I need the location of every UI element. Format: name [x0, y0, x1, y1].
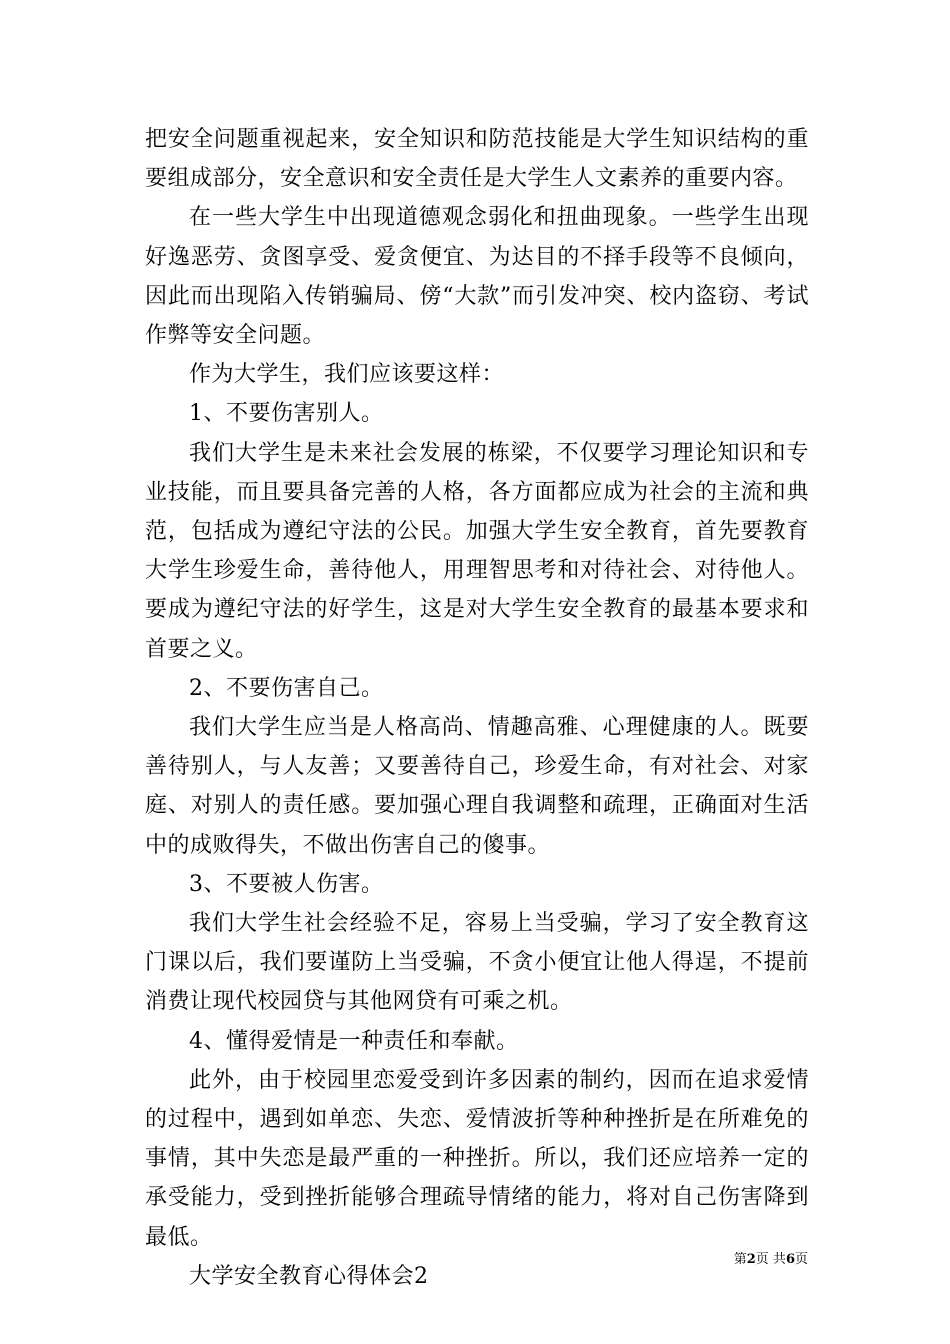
section-title: 大学安全教育心得体会2 — [189, 1263, 429, 1289]
list-heading-2: 2、不要伤害自己。 — [189, 675, 384, 701]
footer-total-pages: 6 — [785, 1252, 795, 1267]
paragraph-5: 我们大学生应当是人格高尚、情趣高雅、心理健康的人。既要善待别人，与人友善；又要善待自己，珍爱生命，有对社会、对家庭、对别人的责任感。要加强心理自我调整和疏理，正确面对生活中的成败得失，不做出伤害自己的傻事。 — [145, 715, 809, 858]
footer-prefix: 第 — [733, 1252, 747, 1267]
footer-suffix: 页 — [794, 1252, 808, 1267]
paragraph-4: 我们大学生是未来社会发展的栋梁，不仅要学习理论知识和专业技能，而且要具备完善的人格，各方面都应成为社会的主流和典范，包括成为遵纪守法的公民。加强大学生安全教育，首先要教育大学生珍爱生命，善待他人，用理智思考和对待社会、对待他人。要成为遵纪守法的好学生，这是对大学生安全教育的最基本要求和首要之义。 — [145, 440, 809, 662]
paragraph-7: 此外，由于校园里恋爱受到许多因素的制约，因而在追求爱情的过程中，遇到如单恋、失恋、爱情波折等种种挫折是在所难免的事情，其中失恋是最严重的一种挫折。所以，我们还应培养一定的承受能力，受到挫折能够合理疏导情绪的能力，将对自己伤害降到最低。 — [145, 1067, 809, 1250]
document-body — [145, 120, 809, 1296]
footer-middle: 页 共 — [755, 1252, 786, 1267]
list-heading-4: 4、懂得爱情是一种责任和奉献。 — [189, 1028, 519, 1054]
paragraph-3: 作为大学生，我们应该要这样： — [189, 362, 505, 388]
paragraph-6: 我们大学生社会经验不足，容易上当受骗，学习了安全教育这门课以后，我们要谨防上当受骗，不贪小便宜让他人得逞，不提前消费让现代校园贷与其他网贷有可乘之机。 — [145, 911, 809, 1015]
paragraph-2: 在一些大学生中出现道德观念弱化和扭曲现象。一些学生出现好逸恶劳、贪图享受、爱贪便宜、为达目的不择手段等不良倾向，因此而出现陷入传销骗局、傍“大款”而引发冲突、校内盗窃、考试作弊等安全问题。 — [145, 205, 809, 349]
page-footer — [0, 1252, 808, 1268]
list-heading-3: 3、不要被人伤害。 — [189, 871, 384, 897]
paragraph-1: 把安全问题重视起来，安全知识和防范技能是大学生知识结构的重要组成部分，安全意识和安全责任是大学生人文素养的重要内容。 — [145, 127, 809, 192]
list-heading-1: 1、不要伤害别人。 — [189, 401, 384, 427]
footer-page-number: 2 — [746, 1252, 756, 1267]
